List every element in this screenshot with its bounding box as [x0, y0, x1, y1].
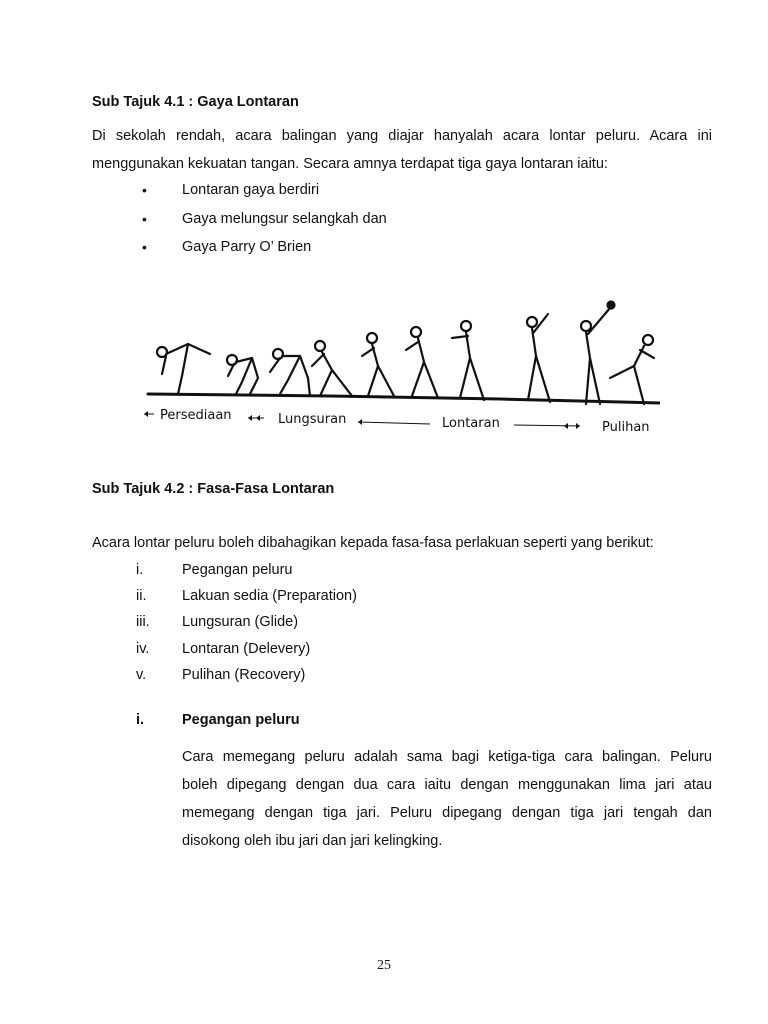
intro-paragraph [92, 122, 712, 178]
athlete-figure-2 [227, 355, 258, 394]
list-item-1: Pegangan peluru [182, 562, 293, 578]
subsection-line-3: memegang dengan tiga jari. Peluru dipegang dengan tiga jari tengah dan [182, 805, 712, 821]
athlete-figure-6 [406, 327, 438, 398]
list-item-4: Lontaran (Delevery) [182, 641, 311, 657]
intro-line-1: Di sekolah rendah, acara balingan yang diajar hanyalah acara lontar peluru. Acara ini [92, 128, 712, 144]
subsection-paragraph [182, 743, 712, 855]
arrow-lontaran-left [358, 422, 430, 424]
list-number-5: v. [136, 667, 147, 683]
bullet-dot-1: • [142, 182, 147, 198]
list-number-2: ii. [136, 588, 147, 604]
section-heading-4-1: Sub Tajuk 4.1 : Gaya Lontaran [92, 94, 299, 110]
bullet-item-2: Gaya melungsur selangkah dan [182, 211, 387, 227]
page-number: 25 [377, 958, 391, 973]
intro-line-2: menggunakan kekuatan tangan. Secara amnya terdapat tiga gaya lontaran iaitu: [92, 156, 608, 172]
athlete-figure-10 [610, 335, 654, 404]
athlete-figure-5 [362, 333, 394, 396]
list-item-5: Pulihan (Recovery) [182, 667, 306, 683]
athlete-figure-3 [270, 349, 310, 396]
list-item-2: Lakuan sedia (Preparation) [182, 588, 357, 604]
bullet-item-3: Gaya Parry O’ Brien [182, 239, 312, 255]
list-number-3: iii. [136, 614, 150, 630]
phase-label-persediaan: Persediaan [160, 408, 232, 423]
list-number-4: iv. [136, 641, 150, 657]
subsection-title: Pegangan peluru [182, 712, 300, 728]
shot-ball [608, 302, 615, 309]
phase-label-lungsuran: Lungsuran [278, 412, 347, 427]
bullet-item-1: Lontaran gaya berdiri [182, 182, 320, 198]
athlete-figure-4 [312, 341, 352, 396]
phase-label-lontaran: Lontaran [442, 416, 500, 431]
shot-put-illustration [140, 296, 660, 442]
ground-line [148, 394, 660, 403]
bullet-dot-2: • [142, 211, 147, 227]
subsection-line-2: boleh dipegang dengan dua cara iaitu dengan menggunakan lima jari atau [182, 777, 712, 793]
subsection-line-4: disokong oleh ibu jari dan jari kelingking. [182, 833, 443, 849]
athlete-figure-7 [452, 321, 484, 400]
bullet-dot-3: • [142, 239, 147, 255]
subsection-number: i. [136, 712, 145, 728]
shot-put-sequence-figure [140, 296, 660, 442]
athlete-figure-9 [581, 302, 615, 405]
phases-intro: Acara lontar peluru boleh dibahagikan kepada fasa-fasa perlakuan seperti yang berikut: [92, 535, 654, 551]
athlete-figure-8 [527, 314, 550, 402]
subsection-line-1: Cara memegang peluru adalah sama bagi ketiga-tiga cara balingan. Peluru [182, 749, 712, 765]
phase-label-pulihan: Pulihan [602, 420, 650, 435]
list-item-3: Lungsuran (Glide) [182, 614, 299, 630]
list-number-1: i. [136, 562, 144, 578]
section-heading-4-2: Sub Tajuk 4.2 : Fasa-Fasa Lontaran [92, 481, 335, 497]
athlete-figure-1 [157, 344, 210, 394]
arrow-lontaran-right [514, 425, 580, 426]
